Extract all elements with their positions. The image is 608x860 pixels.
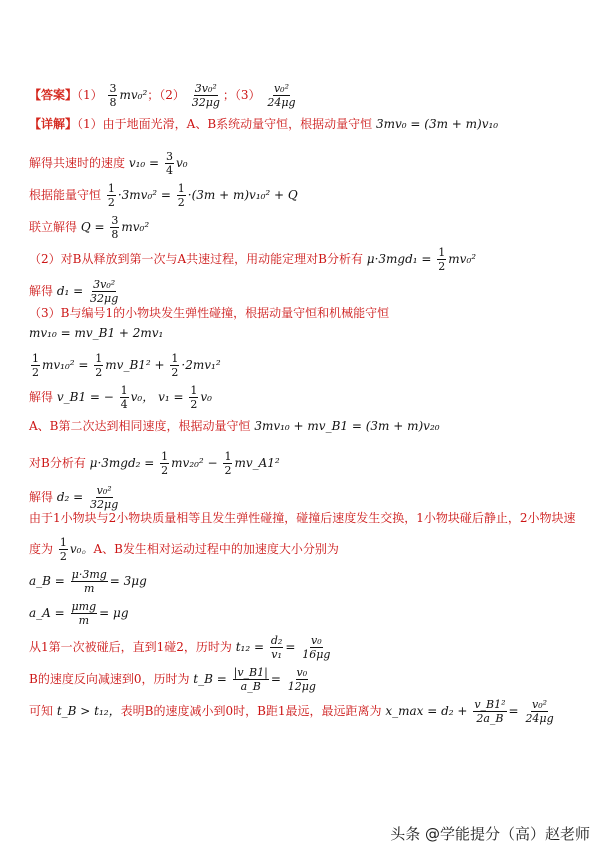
line-9-eq2: mv_B1² + xyxy=(105,358,165,372)
line-5-text: （2）对B从释放到第一次与A共速过程，用动能定理对B分析有 xyxy=(29,252,363,266)
line-19-d2: 12μg xyxy=(287,680,316,693)
line-19-n2: v₀ xyxy=(296,666,308,679)
line-17-eq-a: a_A = xyxy=(29,606,65,620)
line-14 xyxy=(29,510,576,526)
line-10-quarter xyxy=(120,384,129,411)
line-13 xyxy=(29,484,121,511)
half-num: 1 xyxy=(59,536,67,549)
quarter-den: 4 xyxy=(120,398,128,411)
line-15-text-a: 度为 xyxy=(29,542,54,556)
line-19-text: B的速度反向减速到0，历时为 xyxy=(29,672,190,686)
answer-eq1-fraction xyxy=(108,82,117,109)
watermark: 头条 @学能提分（高）赵老师 xyxy=(390,825,590,843)
half-num: 1 xyxy=(171,352,179,365)
line-2-eq-a: v₁₀ = xyxy=(128,156,160,170)
detail-intro-line xyxy=(29,116,498,132)
line-11 xyxy=(29,418,440,434)
line-13-fraction xyxy=(89,484,119,511)
line-6-eq: d₁ = xyxy=(56,284,84,298)
line-6-fraction xyxy=(89,278,119,305)
line-5 xyxy=(29,246,476,273)
line-20-eq: t_B > t₁₂， xyxy=(56,704,121,718)
line-20-frac-1 xyxy=(473,698,506,725)
answer-eq1-num: 3 xyxy=(109,82,117,95)
line-9-half-1 xyxy=(31,352,40,379)
answer-eq3-fraction xyxy=(266,82,296,109)
line-20: 可知 t_B > t₁₂，表明B的速度减小到0时，B距1最远，最远距离为 x_max = d₂ + $\frac{\text{v\_B1²}}{2a\_B}$ = $\frac{\text{v₀²}}{24\mu g}$ xyxy=(29,698,554,725)
line-14-text: 由于1小物块与2小物块质量相等且发生弹性碰撞，碰撞后速度发生交换，1小物块碰后静止，2小物块速 xyxy=(29,511,576,525)
line-16-eq-a: a_B = xyxy=(29,574,65,588)
line-19-frac-2 xyxy=(287,666,317,693)
line-17-eq-b: = μg xyxy=(99,606,129,620)
line-18-d1: v₁ xyxy=(271,648,282,661)
line-19-n1: |v_B1| xyxy=(233,666,268,679)
line-4-den: 8 xyxy=(111,228,119,241)
half-num: 1 xyxy=(190,384,198,397)
line-18: 从1第一次被碰后，直到1碰2，历时为 t₁₂ = $\frac{\text{d₂}}{\text{v₁}}$ = $\frac{\text{v₀}}{16\mu g}$ xyxy=(29,634,331,661)
line-11-eq: 3mv₁₀ + mv_B1 = (3m + m)v₂₀ xyxy=(254,419,440,433)
line-2-den: 4 xyxy=(165,164,173,177)
line-3-eq: ·3mv₀² = xyxy=(117,188,171,202)
half-num: 1 xyxy=(438,246,446,259)
line-7-text: （3）B与编号1的小物块发生弹性碰撞，根据动量守恒和机械能守恒 xyxy=(29,306,390,320)
line-3 xyxy=(29,182,298,209)
line-6-num: 3v₀² xyxy=(93,278,116,291)
half-num: 1 xyxy=(32,352,39,365)
quarter-num: 1 xyxy=(120,384,128,397)
line-12 xyxy=(29,450,280,477)
half-num: 1 xyxy=(177,182,185,195)
line-18-n1: d₂ xyxy=(270,634,283,647)
half-den: 2 xyxy=(95,366,103,379)
line-8-eq: mv₁₀ = mv_B1 + 2mv₁ xyxy=(29,326,164,340)
line-11-text: A、B第二次达到相同速度，根据动量守恒 xyxy=(29,419,251,433)
line-17-num: μmg xyxy=(71,600,97,613)
line-7 xyxy=(29,305,389,321)
answer-eq3-num: v₀² xyxy=(273,82,289,95)
line-12-eq1: μ·3mgd₂ = xyxy=(89,456,155,470)
line-19-eq-a: t_B = xyxy=(193,672,227,686)
half-den: 2 xyxy=(59,550,67,563)
line-19-d1: a_B xyxy=(240,680,261,693)
line-20-n2: v₀² xyxy=(532,698,548,711)
line-4-text: 联立解得 xyxy=(29,220,78,234)
line-12-half-2 xyxy=(223,450,232,477)
line-9 xyxy=(29,352,221,379)
line-6-den: 32μg xyxy=(90,292,119,305)
line-16-num: μ·3mg xyxy=(71,568,107,581)
line-17 xyxy=(29,600,129,627)
answer-line xyxy=(29,82,299,109)
line-13-eq: d₂ = xyxy=(56,490,84,504)
half-num: 1 xyxy=(161,450,169,463)
line-19-frac-1 xyxy=(233,666,269,693)
line-16 xyxy=(29,568,147,595)
line-2-fraction xyxy=(165,150,174,177)
answer-eq2-num: 3v₀² xyxy=(194,82,217,95)
line-10-text: 解得 xyxy=(29,390,54,404)
line-9-half-2 xyxy=(94,352,103,379)
line-10-half xyxy=(189,384,198,411)
line-20-d1: 2a_B xyxy=(476,712,504,725)
line-20-d2: 24μg xyxy=(525,712,554,725)
line-17-fraction xyxy=(71,600,98,627)
line-18-frac-2 xyxy=(301,634,331,661)
answer-tag: 【答案】 xyxy=(29,88,78,102)
line-18-frac-1 xyxy=(270,634,283,661)
line-19: B的速度反向减速到0，历时为 t_B = $\frac{|v\_B1|}{a\_B}$ = $\frac{\text{v₀}}{12\mu g}$ xyxy=(29,666,316,693)
half-den: 2 xyxy=(177,196,185,209)
line-12-half-1 xyxy=(160,450,169,477)
line-5-eq2: mv₀² xyxy=(448,252,477,266)
line-4-fraction xyxy=(110,214,119,241)
half-den: 2 xyxy=(161,464,169,477)
line-5-half xyxy=(437,246,446,273)
half-den: 2 xyxy=(171,366,179,379)
line-4 xyxy=(29,214,149,241)
line-3-eq2: ·(3m + m)v₁₀² + Q xyxy=(187,188,298,202)
line-16-eq-b: = 3μg xyxy=(109,574,147,588)
line-4-eq: Q = xyxy=(80,220,105,234)
answer-part1-label: （1） xyxy=(77,88,103,102)
answer-eq1-rest: mv₀² xyxy=(119,88,148,102)
line-20-eq-a: x_max = d₂ + xyxy=(385,704,468,718)
half-den: 2 xyxy=(107,196,115,209)
half-den: 2 xyxy=(32,366,39,379)
line-18-n2: v₀ xyxy=(311,634,322,647)
line-13-den: 32μg xyxy=(90,498,119,511)
line-15-eq: v₀。 xyxy=(69,542,94,556)
answer-eq2-fraction xyxy=(191,82,221,109)
line-15-text-b: A、B发生相对运动过程中的加速度大小分别为 xyxy=(93,542,339,556)
line-9-half-3 xyxy=(170,352,179,379)
line-15-half xyxy=(59,536,68,563)
line-2 xyxy=(29,150,188,177)
line-13-text: 解得 xyxy=(29,490,54,504)
line-16-fraction xyxy=(71,568,108,595)
half-num: 1 xyxy=(107,182,115,195)
detail-intro-text: （1）由于地面光滑，A、B系统动量守恒，根据动量守恒 xyxy=(77,117,373,131)
line-20-text-a: 可知 xyxy=(29,704,54,718)
line-17-den: m xyxy=(78,614,90,627)
line-10-eq3: v₁ = xyxy=(158,390,184,404)
line-13-num: v₀² xyxy=(96,484,112,497)
line-4-num: 3 xyxy=(111,214,119,227)
line-18-eq-a: t₁₂ = xyxy=(235,640,265,654)
line-6 xyxy=(29,278,121,305)
line-2-eq-b: v₀ xyxy=(175,156,188,170)
line-3-half-2 xyxy=(177,182,186,209)
line-20-n1: v_B1² xyxy=(474,698,506,711)
line-10-eq1: v_B1 = − xyxy=(56,390,114,404)
half-den: 2 xyxy=(438,260,446,273)
detail-tag: 【详解】 xyxy=(29,117,78,131)
line-6-text: 解得 xyxy=(29,284,54,298)
line-12-eq3: mv_A1² xyxy=(234,456,280,470)
half-num: 1 xyxy=(95,352,103,365)
answer-eq3-den: 24μg xyxy=(267,96,296,109)
line-5-eq: μ·3mgd₁ = xyxy=(366,252,432,266)
line-3-text: 根据能量守恒 xyxy=(29,188,102,202)
line-12-eq2: mv₂₀² − xyxy=(171,456,218,470)
answer-eq1-den: 8 xyxy=(109,96,117,109)
line-20-frac-2 xyxy=(524,698,554,725)
line-4-eq2: mv₀² xyxy=(121,220,150,234)
line-10-eq4: v₀ xyxy=(200,390,212,404)
line-10 xyxy=(29,384,212,411)
line-12-text: 对B分析有 xyxy=(29,456,86,470)
line-8 xyxy=(29,325,163,341)
line-20-text-b: 表明B的速度减小到0时，B距1最远，最远距离为 xyxy=(120,704,382,718)
detail-intro-eq: 3mv₀ = (3m + m)v₁₀ xyxy=(375,117,499,131)
line-2-num: 3 xyxy=(165,150,173,163)
answer-part2-label: ；（2） xyxy=(147,88,185,102)
line-10-eq2: v₀， xyxy=(130,390,155,404)
line-18-text: 从1第一次被碰后，直到1碰2，历时为 xyxy=(29,640,232,654)
answer-part3-label: ；（3） xyxy=(222,88,261,102)
half-den: 2 xyxy=(224,464,232,477)
answer-eq2-den: 32μg xyxy=(191,96,220,109)
line-3-half-1 xyxy=(107,182,116,209)
line-16-den: m xyxy=(84,582,95,595)
line-18-d2: 16μg xyxy=(302,648,331,661)
line-9-eq3: ·2mv₁² xyxy=(181,358,221,372)
half-den: 2 xyxy=(190,398,198,411)
line-9-eq1: mv₁₀² = xyxy=(42,358,89,372)
line-2-text: 解得共速时的速度 xyxy=(29,156,126,170)
line-15 xyxy=(29,536,339,563)
half-num: 1 xyxy=(224,450,232,463)
